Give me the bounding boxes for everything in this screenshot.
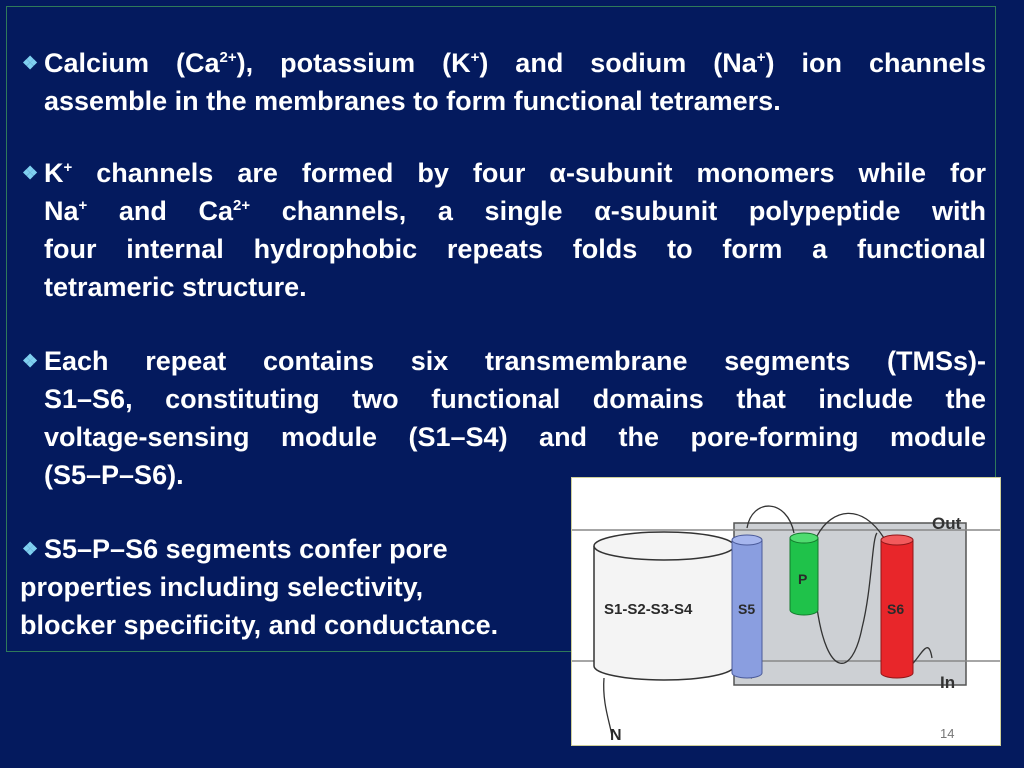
bullet-1-line-1: Calcium $(Ca^{2+})$, potassium (K+) and sodium (Na+) ion channels bbox=[44, 48, 986, 78]
bullet-2 bbox=[22, 154, 986, 306]
bullet-3-line-3: voltage-sensing module (S1–S4) and the pore-forming module bbox=[44, 422, 986, 452]
s6-segment-top bbox=[881, 535, 913, 545]
bullet-2-line-3: four internal hydrophobic repeats folds to form a functional bbox=[44, 234, 986, 264]
bullet-1 bbox=[22, 44, 986, 120]
bullet-2-text bbox=[22, 154, 986, 306]
diamond-bullet-icon: ❖ bbox=[22, 539, 39, 559]
bullet-2-line-4: tetrameric structure. bbox=[44, 272, 307, 302]
in-label: In bbox=[940, 673, 956, 692]
channel-topology-diagram bbox=[572, 478, 1000, 745]
diamond-bullet-icon: ❖ bbox=[22, 53, 39, 73]
s5-segment-top bbox=[732, 535, 762, 545]
channel-topology-figure bbox=[571, 477, 1001, 746]
bullet-3-line-1: Each repeat contains six transmembrane segments (TMSs)- bbox=[44, 346, 986, 376]
diamond-bullet-icon: ❖ bbox=[22, 163, 39, 183]
bullet-3 bbox=[22, 342, 986, 494]
bullet-4-line-3: blocker specificity, and conductance. bbox=[20, 610, 499, 640]
out-label: Out bbox=[932, 514, 962, 533]
bullet-3-line-4: (S5–P–S6). bbox=[44, 460, 184, 490]
bullet-2-line-2: Na+ and $Ca^{2+}$ channels, a single α-subunit polypeptide with bbox=[44, 196, 986, 226]
p-segment-top bbox=[790, 533, 818, 543]
bullet-3-line-2: S1–S6, constituting two functional domains that include the bbox=[44, 384, 986, 414]
s5-label: S5 bbox=[738, 601, 756, 617]
bullet-4-line-1: S5–P–S6 segments confer pore bbox=[44, 534, 448, 564]
n-terminus-label: N bbox=[610, 727, 622, 744]
voltage-sensor-label: S1-S2-S3-S4 bbox=[604, 601, 693, 618]
slide-number: 14 bbox=[940, 726, 955, 741]
p-label: P bbox=[798, 571, 808, 587]
s6-label: S6 bbox=[887, 601, 905, 617]
bullet-4 bbox=[22, 530, 582, 644]
bullet-4-line-2: properties including selectivity, bbox=[20, 572, 424, 602]
diamond-bullet-icon: ❖ bbox=[22, 351, 39, 371]
bullet-3-text bbox=[22, 342, 986, 494]
voltage-sensor-top bbox=[594, 532, 734, 560]
bullet-1-text bbox=[22, 44, 986, 120]
bullet-1-line-2: assemble in the membranes to form functional tetramers. bbox=[44, 86, 781, 116]
bullet-2-line-1: K+ channels are formed by four α-subunit monomers while for bbox=[44, 158, 986, 188]
